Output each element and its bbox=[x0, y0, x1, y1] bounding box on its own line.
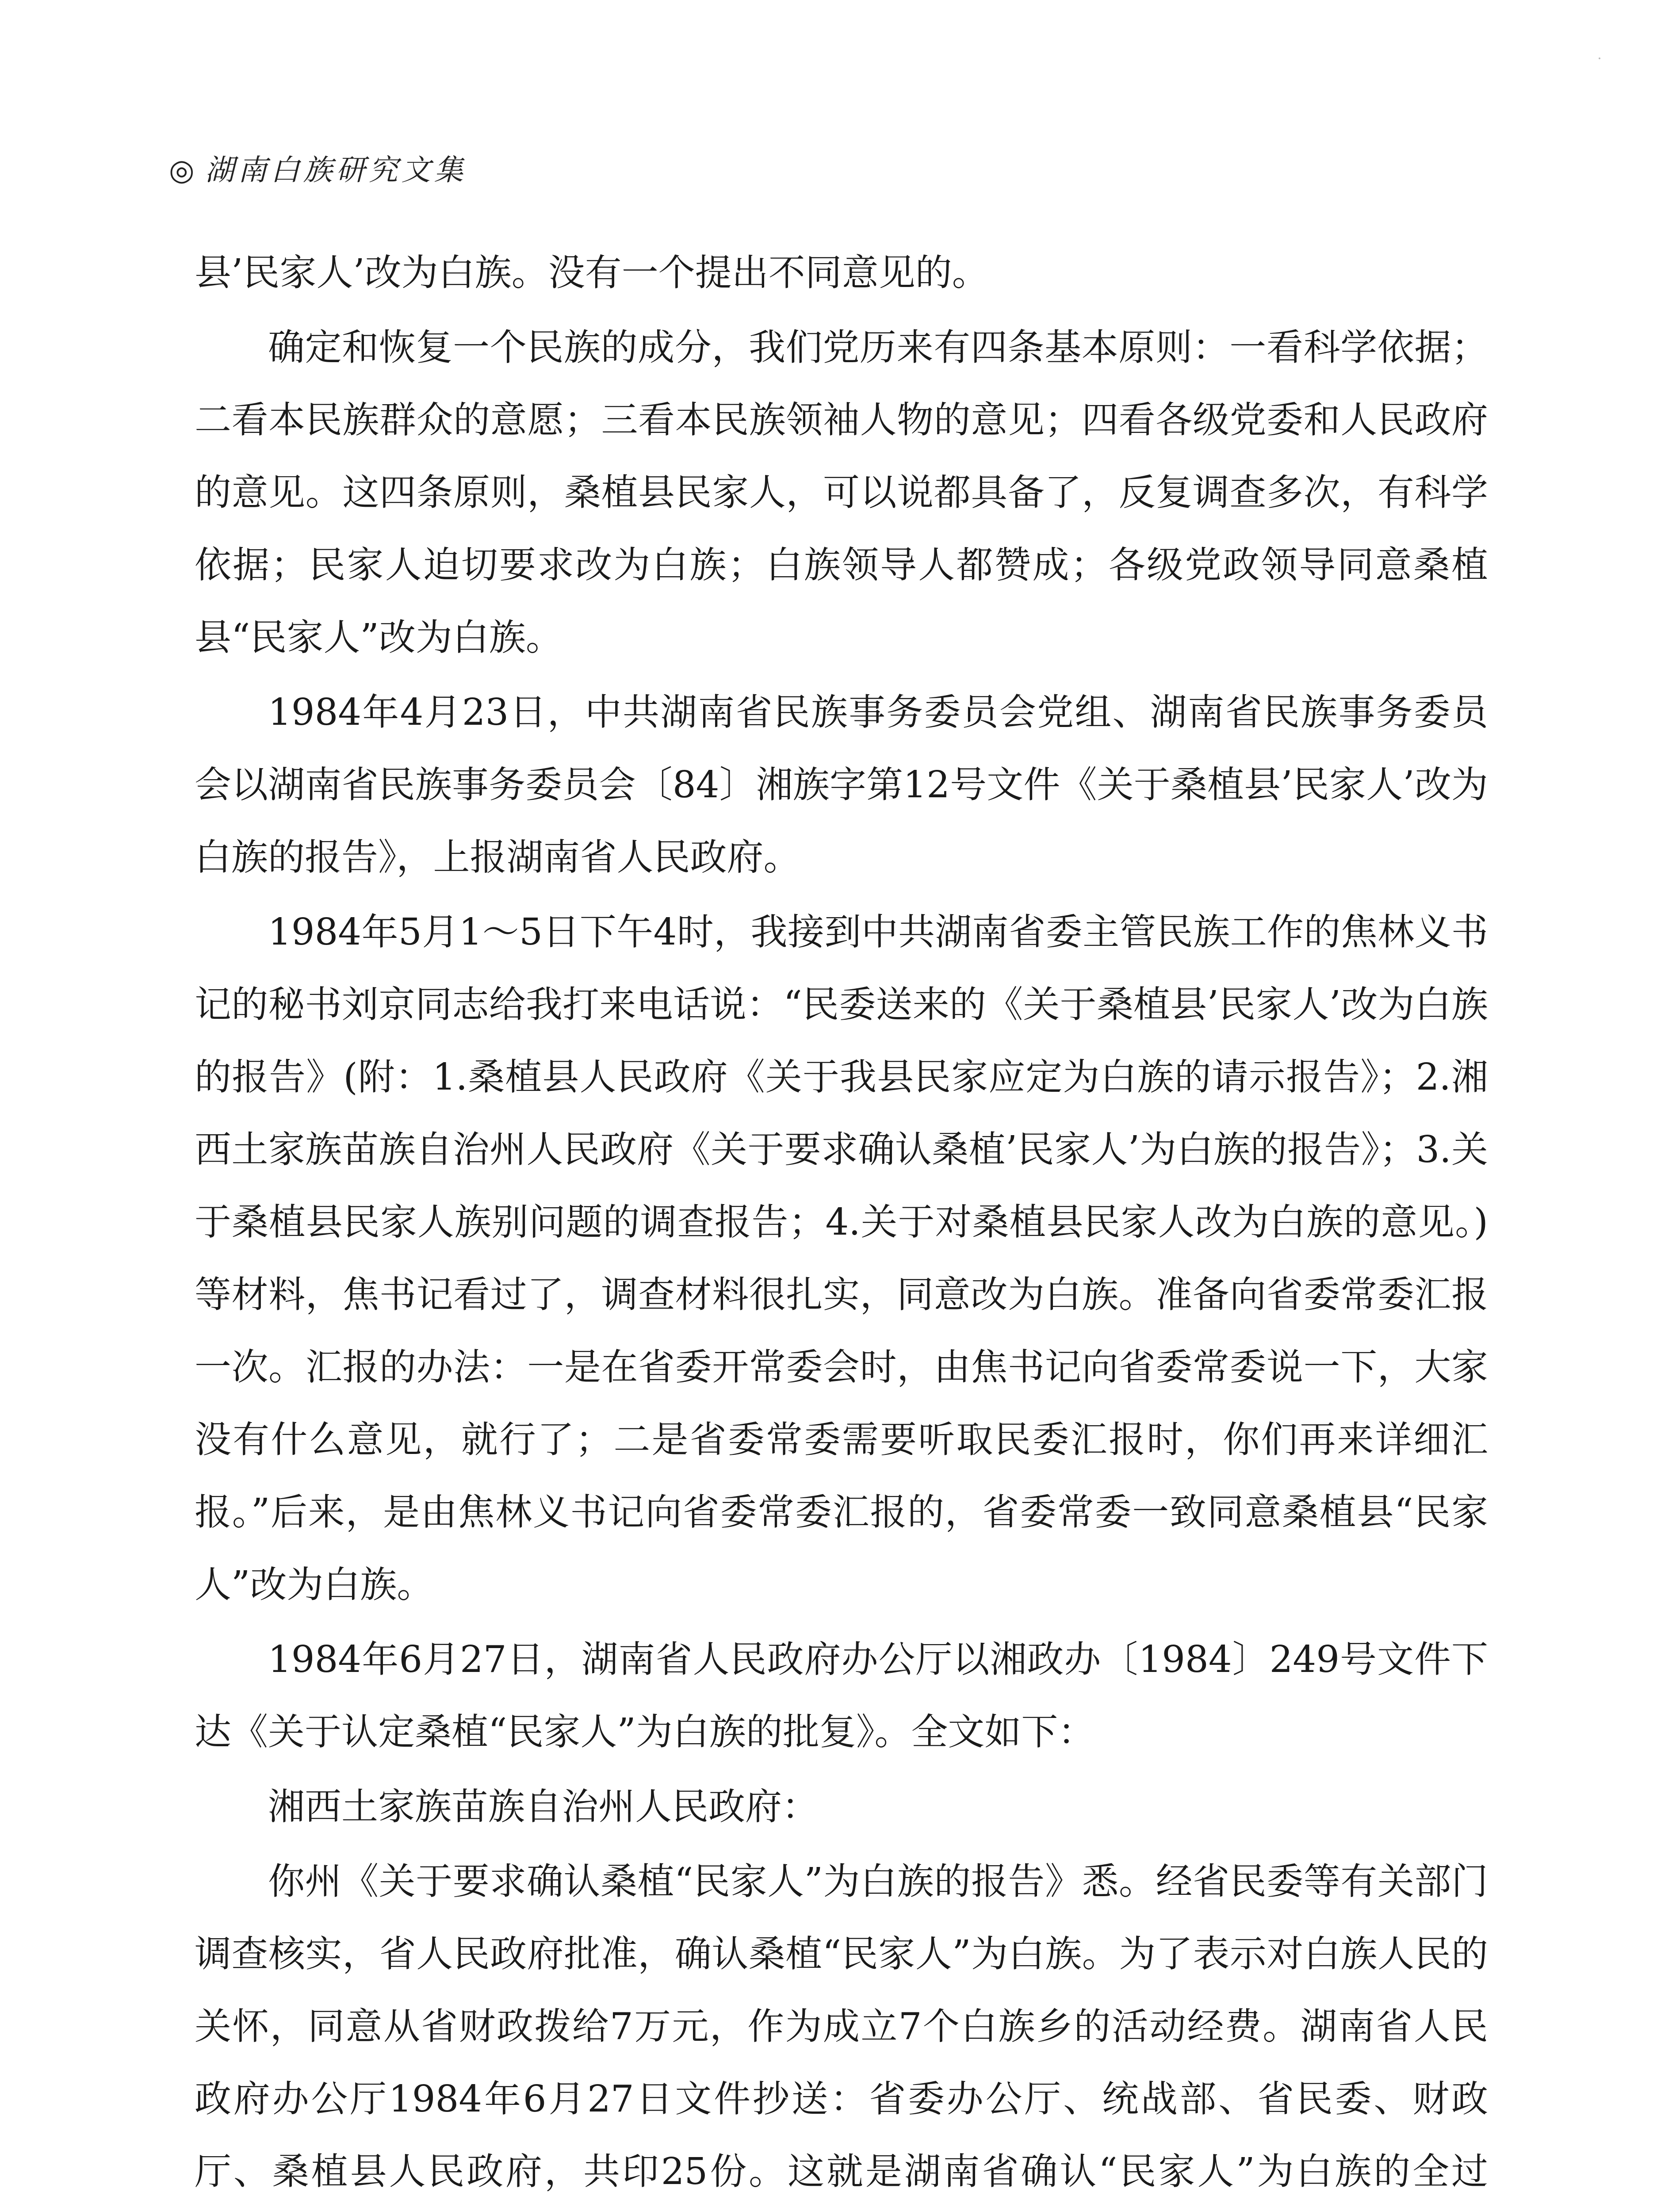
running-header bbox=[169, 153, 467, 187]
paragraph: 1984年6月27日，湖南省人民政府办公厅以湘政办〔1984〕249号文件下达《关于认定桑植“民家人”为白族的批复》。全文如下： bbox=[195, 1638, 1488, 1753]
paragraph: 1984年5月1～5日下午4时，我接到中共湖南省委主管民族工作的焦林义书记的秘书刘京同志给我打来电话说：“民委送来的《关于桑植县’民家人’改为白族的报告》(附：1.桑植县人民政府《关于我县民家应定为白族的请示报告》；2.湘西土家族苗族自治州人民政府《关于要求确认桑植’民家人’为白族的报告》；3.关于桑植县民家人族别问题的调查报告；4.关于对桑植县民家人改为白族的意见。)等材料，焦书记看过了，调查材料很扎实，同意改为白族。准备向省委常委汇报一次。汇报的办法：一是在省委开常委会时，由焦书记向省委常委说一下，大家没有什么意见，就行了；二是省委常委需要听取民委汇报时，你们再来详细汇报。”后来，是由焦林义书记向省委常委汇报的，省委常委一致同意桑植县“民家人”改为白族。 bbox=[195, 910, 1488, 1606]
paragraph: 县’民家人’改为白族。没有一个提出不同意见的。 bbox=[195, 251, 989, 294]
paragraph: 1984年4月23日，中共湖南省民族事务委员会党组、湖南省民族事务委员会以湖南省民族事务委员会〔84〕湘族字第12号文件《关于桑植县’民家人’改为白族的报告》，上报湖南省人民政府。 bbox=[195, 691, 1488, 879]
paragraph: 湘西土家族苗族自治州人民政府： bbox=[268, 1785, 819, 1828]
paragraph: 你州《关于要求确认桑植“民家人”为白族的报告》悉。经省民委等有关部门调查核实，省人民政府批准，确认桑植“民家人”为白族。为了表示对白族人民的关怀，同意从省财政拨给7万元，作为成立7个白族乡的活动经费。湖南省人民政府办公厅1984年6月27日文件抄送：省委办公厅、统战部、省民委、财政厅、桑植县人民政府，共印25份。这就是湖南省确认“民家人”为白族的全过 bbox=[195, 1860, 1488, 2193]
scan-mark bbox=[1599, 57, 1600, 59]
book-title: 湖南白族研究文集 bbox=[205, 153, 467, 187]
page-body bbox=[195, 237, 1488, 2211]
paragraph: 确定和恢复一个民族的成分，我们党历来有四条基本原则：一看科学依据；二看本民族群众的意愿；三看本民族领袖人物的意见；四看各级党委和人民政府的意见。这四条原则，桑植县民家人，可以说都具备了，反复调查多次，有科学依据；民家人迫切要求改为白族；白族领导人都赞成；各级党政领导同意桑植县“民家人”改为白族。 bbox=[195, 326, 1488, 659]
header-symbol: ◎ bbox=[169, 153, 198, 187]
